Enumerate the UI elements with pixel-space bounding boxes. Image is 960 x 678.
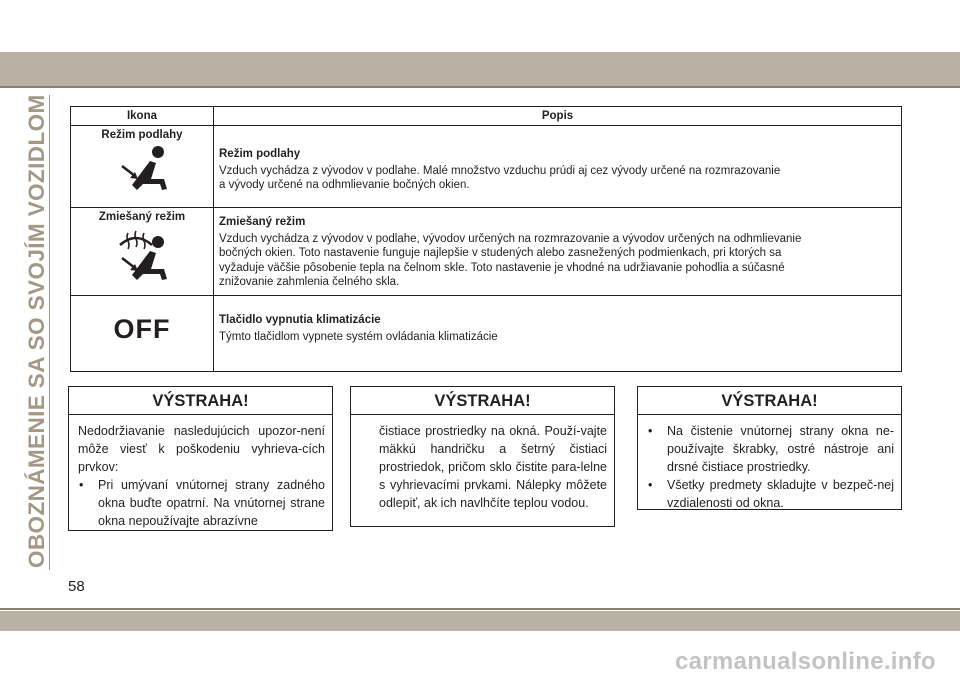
off-icon: OFF bbox=[113, 314, 171, 344]
mixed-mode-description bbox=[214, 208, 902, 296]
column-header-icon: Ikona bbox=[71, 107, 214, 126]
mixed-mode-text-line: vyžaduje väčšie pôsobenie tepla na čelnom skle. Toto nastavenie je vhodné na udržiavanie pohodlia a súčasné bbox=[219, 261, 785, 274]
warning-heading: VÝSTRAHA! bbox=[69, 387, 332, 415]
column-header-description: Popis bbox=[214, 107, 902, 126]
warning-body bbox=[638, 415, 901, 512]
mixed-mode-icon bbox=[110, 225, 174, 287]
top-band-line bbox=[0, 86, 960, 88]
warning-body bbox=[69, 415, 332, 530]
mixed-mode-text-line: znižovanie zahmlenia čelného skla. bbox=[219, 276, 400, 288]
mixed-mode-text-line: Vzduch vychádza z vývodov v podlahe, vývodov určených na rozmrazovanie a vývodov určených na odhmlievanie bbox=[219, 232, 802, 245]
warning-bullet: • Pri umývaní vnútornej strany zadného okna buďte opatrní. Na vnútornej strane okna nepoužívajte abrazívne bbox=[78, 476, 325, 530]
floor-mode-text-line: Vzduch vychádza z vývodov v podlahe. Malé množstvo vzduchu prúdi aj cez vývody určené na rozmrazovanie bbox=[219, 164, 781, 177]
table-row-off bbox=[71, 296, 902, 372]
watermark: carmanualsonline.info bbox=[674, 648, 936, 675]
warning-body bbox=[351, 415, 614, 512]
off-description bbox=[214, 296, 902, 372]
warning-heading: VÝSTRAHA! bbox=[638, 387, 901, 415]
section-title-vertical: OBOZNÁMENIE SA SO SVOJÍM VOZIDLOM bbox=[24, 94, 49, 568]
mixed-mode-cell bbox=[71, 208, 214, 296]
warning-bullet: • Všetky predmety skladujte v bezpeč-nej vzdialenosti od okna. bbox=[647, 476, 894, 512]
mixed-mode-title: Zmiešaný režim bbox=[219, 216, 306, 228]
warning-list bbox=[78, 476, 325, 530]
floor-mode-description bbox=[214, 126, 902, 208]
table-row-floor-mode bbox=[71, 126, 902, 208]
icon-description-table bbox=[70, 106, 902, 372]
off-text-line: Týmto tlačidlom vypnete systém ovládania klimatizácie bbox=[219, 330, 498, 343]
off-title: Tlačidlo vypnutia klimatizácie bbox=[219, 314, 381, 326]
warning-box-1 bbox=[68, 386, 333, 531]
bottom-band-line bbox=[0, 608, 960, 610]
table-header-row bbox=[71, 107, 902, 126]
warning-bullet: • Na čistenie vnútornej strany okna ne-používajte škrabky, ostré nástroje ani drsné čistiace prostriedky. bbox=[647, 422, 894, 476]
warning-intro: Nedodržiavanie nasledujúcich upozor-není môže viesť k poškodeniu vyhrieva-cích prvkov: bbox=[78, 424, 325, 474]
floor-mode-title: Režim podlahy bbox=[219, 148, 301, 160]
table-row-mixed-mode bbox=[71, 208, 902, 296]
warning-intro: čistiace prostriedky na okná. Použí-vajte mäkkú handričku a šetrný čistiaci prostriedok, pričom sklo čistite para-lelne s vyhrievacími prvkami. Nálepky môžete odlepiť, ak ich navlhčíte teplou vodou. bbox=[379, 424, 607, 510]
off-cell bbox=[71, 296, 214, 372]
warning-box-2 bbox=[350, 386, 615, 527]
section-rule bbox=[49, 95, 50, 570]
floor-mode-cell bbox=[71, 126, 214, 208]
warning-box-3 bbox=[637, 386, 902, 510]
mixed-mode-text-line: bočných okien. Toto nastavenie funguje najlepšie v studených alebo zasnežených podmienkach, pri ktorých sa bbox=[219, 247, 782, 259]
warning-list bbox=[647, 422, 894, 512]
floor-mode-icon bbox=[110, 143, 174, 199]
floor-mode-text-line: a vývody určené na odhmlievanie bočných okien. bbox=[219, 179, 470, 191]
top-band bbox=[0, 52, 960, 86]
mixed-mode-label: Zmiešaný režim bbox=[98, 211, 186, 223]
warning-heading: VÝSTRAHA! bbox=[351, 387, 614, 415]
bottom-band bbox=[0, 611, 960, 631]
page-number: 58 bbox=[68, 578, 85, 595]
floor-mode-label: Režim podlahy bbox=[101, 129, 183, 141]
